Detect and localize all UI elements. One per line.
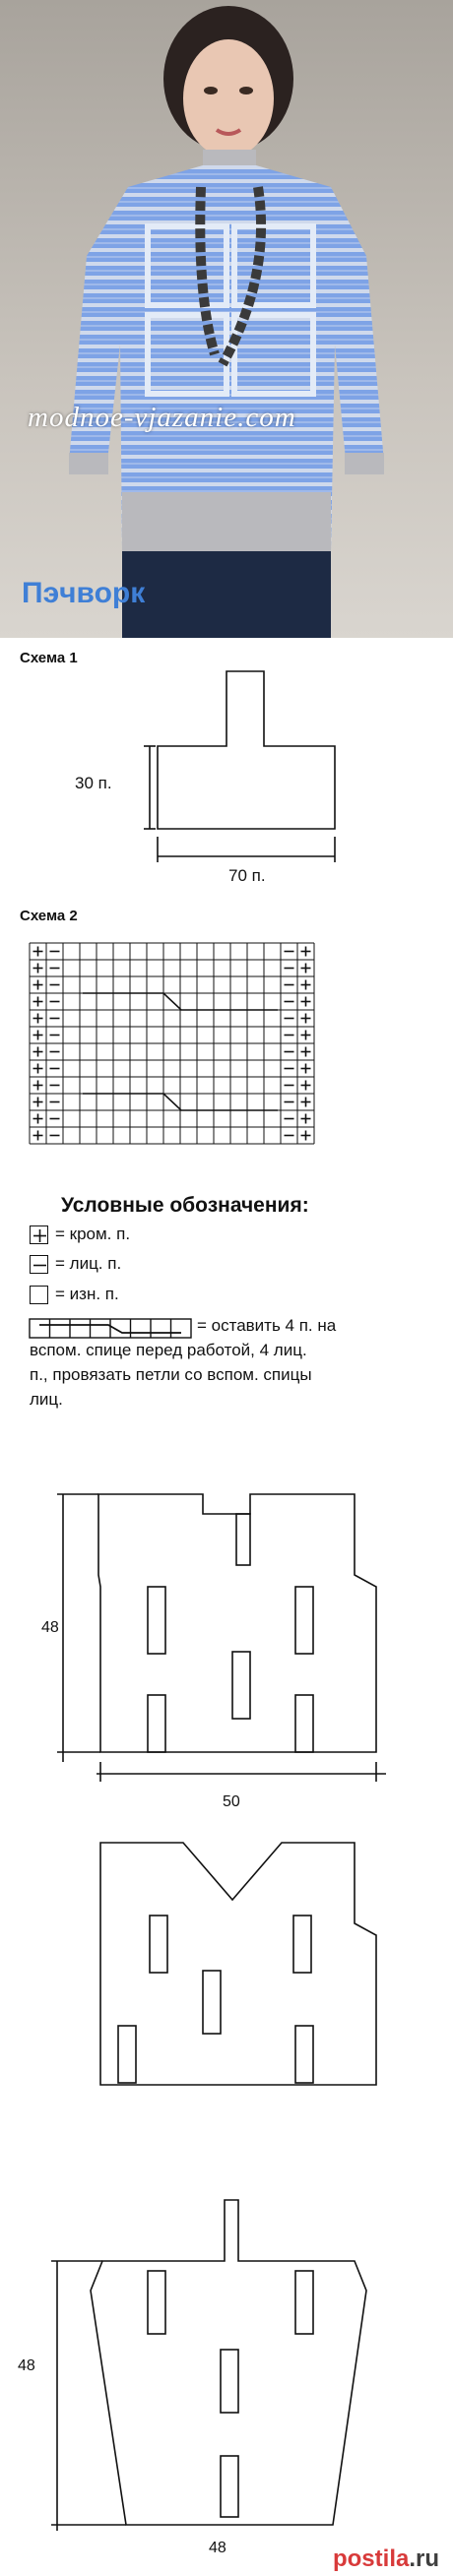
legend-title: Условные обозначения: xyxy=(61,1194,309,1217)
edge-stitch-symbol xyxy=(30,1225,48,1244)
legend-knit-text: = лиц. п. xyxy=(55,1254,122,1273)
scheme1-width-label: 70 п. xyxy=(228,866,266,885)
footer xyxy=(0,2545,453,2576)
front-outline xyxy=(100,1843,376,2085)
back-height-label: 48 xyxy=(41,1619,59,1636)
legend-cable-line1: = оставить 4 п. на xyxy=(197,1316,337,1335)
scheme1-diagram xyxy=(0,650,453,876)
brand-name: postila xyxy=(332,2545,410,2572)
legend-edge-text: = кром. п. xyxy=(55,1225,131,1243)
scheme1-height-label: 30 п. xyxy=(75,774,112,792)
sweater-illustration xyxy=(0,0,453,638)
scheme2-label: Схема 2 xyxy=(20,908,78,924)
back-piece-diagram xyxy=(0,1476,453,1870)
brand-tld: .ru xyxy=(409,2545,439,2572)
sleeve-outline xyxy=(91,2200,366,2525)
footer-brand[interactable] xyxy=(333,2545,439,2573)
knit-stitch-symbol xyxy=(30,1255,48,1274)
legend-cable-line2: вспом. спице перед работой, 4 лиц. xyxy=(30,1341,307,1359)
watermark: modnoe-vjazanie.com xyxy=(28,402,296,433)
legend-purl-text: = изн. п. xyxy=(55,1285,119,1303)
sleeve-piece-diagram xyxy=(0,2180,453,2446)
sleeve-height-label: 48 xyxy=(18,2357,35,2374)
back-width-label: 50 xyxy=(223,1793,240,1810)
scheme1-label: Схема 1 xyxy=(20,650,78,666)
legend-cable-line4: лиц. xyxy=(30,1390,63,1409)
scheme2-grid xyxy=(0,935,453,1181)
legend-cable-line3: п., провязать петли со вспом. спицы xyxy=(30,1365,312,1384)
sleeve-width-label: 48 xyxy=(209,2540,226,2556)
purl-stitch-symbol xyxy=(30,1286,48,1304)
front-piece-diagram xyxy=(0,1831,453,2087)
sweater-photo xyxy=(0,0,453,638)
pattern-title: Пэчворк xyxy=(22,577,146,609)
back-outline xyxy=(98,1494,376,1752)
